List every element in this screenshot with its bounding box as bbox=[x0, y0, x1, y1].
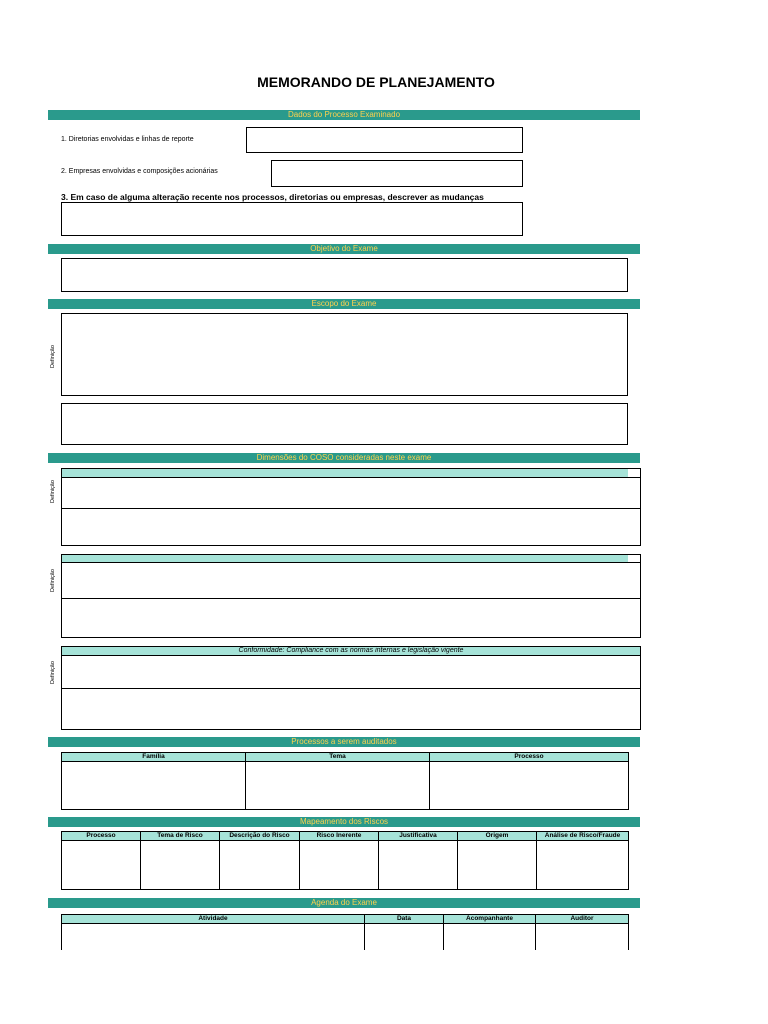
agenda-cell-auditor[interactable] bbox=[536, 924, 629, 950]
agenda-header-atividade: Atividade bbox=[62, 915, 365, 924]
section-header-escopo: Escopo do Exame bbox=[48, 299, 640, 309]
coso-1-definicao-label: Definição bbox=[50, 480, 56, 503]
agenda-header-auditor: Auditor bbox=[536, 915, 629, 924]
riscos-header-processo: Processo bbox=[62, 832, 141, 841]
question-2-label: 2. Empresas envolvidas e composições acionárias bbox=[61, 168, 218, 175]
riscos-table bbox=[61, 831, 629, 890]
section-header-processos: Processos a serem auditados bbox=[48, 737, 640, 747]
riscos-cell[interactable] bbox=[62, 841, 141, 890]
processos-cell-tema[interactable] bbox=[246, 762, 430, 810]
riscos-header-tema-de-risco: Tema de Risco bbox=[141, 832, 220, 841]
agenda-header-data: Data bbox=[365, 915, 444, 924]
processos-header-familia: Família bbox=[62, 753, 246, 762]
riscos-header-analise: Análise de Risco/Fraude bbox=[537, 832, 629, 841]
page-title: MEMORANDO DE PLANEJAMENTO bbox=[257, 74, 495, 90]
question-3-label: 3. Em caso de alguma alteração recente nos processos, diretorias ou empresas, descrever as mudanças bbox=[61, 192, 484, 202]
objetivo-field[interactable] bbox=[61, 258, 628, 292]
coso-block-1 bbox=[61, 468, 641, 546]
question-1-label: 1. Diretorias envolvidas e linhas de reporte bbox=[61, 136, 194, 143]
processos-table bbox=[61, 752, 629, 810]
coso-2-definicao-label: Definição bbox=[50, 569, 56, 592]
escopo-extra-field[interactable] bbox=[61, 403, 628, 445]
coso-block-2-strip bbox=[62, 555, 628, 562]
coso-conformidade-label: Conformidade: Compliance com as normas internas e legislação vigente bbox=[62, 647, 640, 655]
riscos-cell[interactable] bbox=[300, 841, 379, 890]
agenda-cell-atividade[interactable] bbox=[62, 924, 365, 950]
coso-block-1-strip bbox=[62, 469, 628, 477]
riscos-header-risco-inerente: Risco Inerente bbox=[300, 832, 379, 841]
riscos-cell[interactable] bbox=[220, 841, 300, 890]
question-1-field[interactable] bbox=[246, 127, 523, 153]
coso-block-3 bbox=[61, 646, 641, 730]
coso-3-definicao-label: Definição bbox=[50, 661, 56, 684]
section-header-agenda: Agenda do Exame bbox=[48, 898, 640, 908]
riscos-cell[interactable] bbox=[537, 841, 629, 890]
question-2-field[interactable] bbox=[271, 160, 523, 187]
agenda-table bbox=[61, 914, 629, 950]
section-header-coso: Dimensões do COSO consideradas neste exame bbox=[48, 453, 640, 463]
riscos-cell[interactable] bbox=[141, 841, 220, 890]
riscos-cell[interactable] bbox=[379, 841, 458, 890]
coso-block-2 bbox=[61, 554, 641, 638]
section-header-objetivo: Objetivo do Exame bbox=[48, 244, 640, 254]
escopo-definicao-field[interactable] bbox=[61, 313, 628, 396]
question-3-field[interactable] bbox=[61, 202, 523, 236]
agenda-cell-acompanhante[interactable] bbox=[444, 924, 536, 950]
processos-header-processo: Processo bbox=[430, 753, 629, 762]
riscos-cell[interactable] bbox=[458, 841, 537, 890]
processos-header-tema: Tema bbox=[246, 753, 430, 762]
section-header-dados: Dados do Processo Examinado bbox=[48, 110, 640, 120]
processos-cell-processo[interactable] bbox=[430, 762, 629, 810]
section-header-riscos: Mapeamento dos Riscos bbox=[48, 817, 640, 827]
escopo-definicao-label: Definição bbox=[50, 345, 56, 368]
agenda-header-acompanhante: Acompanhante bbox=[444, 915, 536, 924]
riscos-header-descricao: Descrição do Risco bbox=[220, 832, 300, 841]
agenda-cell-data[interactable] bbox=[365, 924, 444, 950]
riscos-header-origem: Origem bbox=[458, 832, 537, 841]
riscos-header-justificativa: Justificativa bbox=[379, 832, 458, 841]
processos-cell-familia[interactable] bbox=[62, 762, 246, 810]
